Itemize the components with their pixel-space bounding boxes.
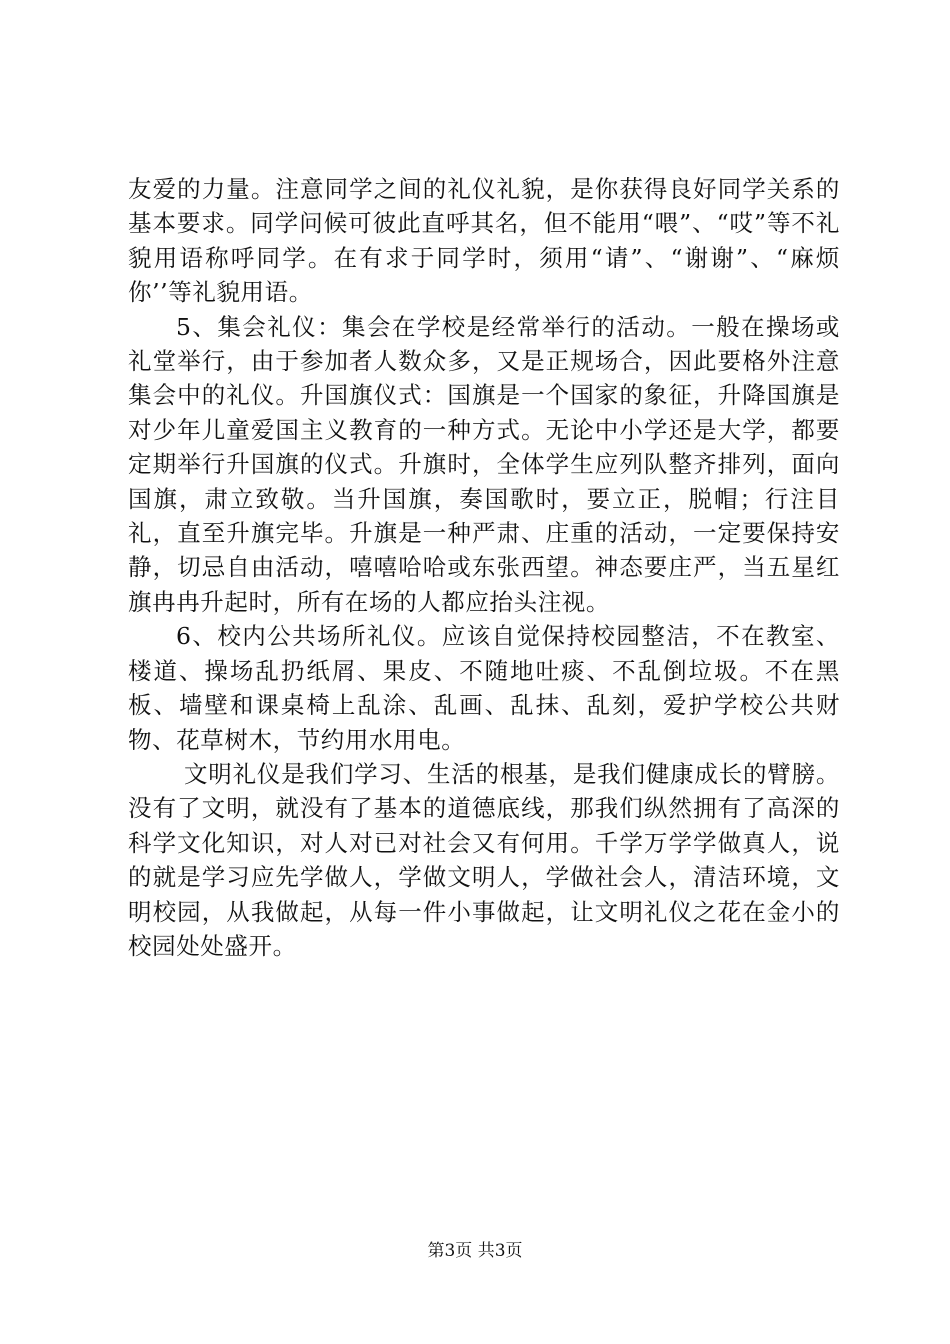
paragraph-public-places-etiquette: 6、校内公共场所礼仪。应该自觉保持校园整洁，不在教室、楼道、操场乱扔纸屑、果皮、不随地吐痰、不乱倒垃圾。不在黑板、墙壁和课桌椅上乱涂、乱画、乱抹、乱刻，爱护学校公共财物、花草树木，节约用水用电。 — [128, 622, 840, 754]
paragraph-etiquette-continuation: 友爱的力量。注意同学之间的礼仪礼貌，是你获得良好同学关系的基本要求。同学问候可彼此直呼其名，但不能用“喂”、“哎”等不礼貌用语称呼同学。在有求于同学时，须用“请”、“谢谢”、“麻烦你’’等礼貌用语。 — [128, 175, 840, 307]
page-footer: 第3页 共3页 — [427, 1241, 523, 1261]
paragraph-assembly-etiquette: 5、集会礼仪：集会在学校是经常举行的活动。一般在操场或礼堂举行，由于参加者人数众多，又是正规场合，因此要格外注意集会中的礼仪。升国旗仪式：国旗是一个国家的象征，升降国旗是对少年儿童爱国主义教育的一种方式。无论中小学还是大学，都要定期举行升国旗的仪式。升旗时，全体学生应列队整齐排列，面向国旗，肃立致敬。当升国旗，奏国歌时，要立正，脱帽；行注目礼，直至升旗完毕。升旗是一种严肃、庄重的活动，一定要保持安静，切忌自由活动，嘻嘻哈哈或东张西望。神态要庄严，当五星红旗冉冉升起时，所有在场的人都应抬头注视。 — [128, 312, 840, 616]
document-body — [128, 172, 840, 963]
paragraph-conclusion: 文明礼仪是我们学习、生活的根基，是我们健康成长的臂膀。没有了文明，就没有了基本的道德底线，那我们纵然拥有了高深的科学文化知识，对人对已对社会又有何用。千学万学学做真人，说的就是学习应先学做人，学做文明人，学做社会人，清洁环境，文明校园，从我做起，从每一件小事做起，让文明礼仪之花在金小的校园处处盛开。 — [128, 759, 840, 960]
